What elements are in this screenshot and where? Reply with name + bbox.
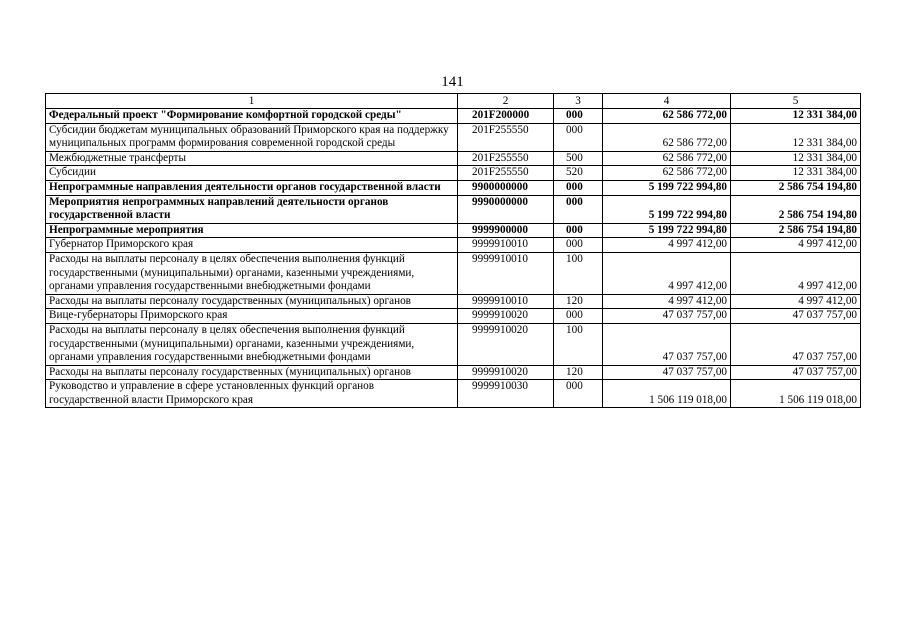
table-row — [46, 365, 861, 380]
row-amount-col5: 4 997 412,00 — [731, 294, 861, 309]
table-row — [46, 195, 861, 223]
row-name: Губернатор Приморского края — [46, 238, 458, 253]
row-name: Мероприятия непрограммных направлений деятельности органов государственной власти — [46, 195, 458, 223]
column-number-row — [46, 94, 861, 109]
row-name: Субсидии — [46, 166, 458, 181]
row-amount-col4: 1 506 119 018,00 — [603, 380, 731, 408]
row-amount-col4: 5 199 722 994,80 — [603, 180, 731, 195]
column-header: 4 — [603, 94, 731, 109]
row-amount-col4: 62 586 772,00 — [603, 109, 731, 124]
table-row — [46, 380, 861, 408]
table-row — [46, 166, 861, 181]
table-row — [46, 252, 861, 294]
row-amount-col4: 4 997 412,00 — [603, 252, 731, 294]
row-amount-col4: 5 199 722 994,80 — [603, 223, 731, 238]
row-name: Расходы на выплаты персоналу государственных (муниципальных) органов — [46, 365, 458, 380]
row-name: Федеральный проект "Формирование комфортной городской среды" — [46, 109, 458, 124]
row-code: 9990000000 — [458, 195, 554, 223]
row-name: Непрограммные направления деятельности органов государственной власти — [46, 180, 458, 195]
row-amount-col5: 4 997 412,00 — [731, 238, 861, 253]
row-name: Руководство и управление в сфере установленных функций органов государственной власти Приморского края — [46, 380, 458, 408]
row-expense-type: 000 — [554, 180, 603, 195]
table-row — [46, 238, 861, 253]
row-name: Межбюджетные трансферты — [46, 151, 458, 166]
table-row — [46, 151, 861, 166]
row-code: 9999910020 — [458, 365, 554, 380]
table-row — [46, 309, 861, 324]
row-code: 9999910010 — [458, 238, 554, 253]
row-amount-col5: 2 586 754 194,80 — [731, 180, 861, 195]
column-header: 1 — [46, 94, 458, 109]
row-name: Субсидии бюджетам муниципальных образований Приморского края на поддержку муниципальных программ формирования современной городской среды — [46, 123, 458, 151]
row-name: Расходы на выплаты персоналу в целях обеспечения выполнения функций государственными (муниципальными) органами, казенными учреждениями, органами управления государственными внебюджетными фондами — [46, 323, 458, 365]
row-code: 9999900000 — [458, 223, 554, 238]
row-amount-col5: 2 586 754 194,80 — [731, 223, 861, 238]
row-amount-col5: 12 331 384,00 — [731, 166, 861, 181]
table-row — [46, 123, 861, 151]
row-expense-type: 000 — [554, 195, 603, 223]
row-code: 9999910020 — [458, 323, 554, 365]
row-amount-col5: 4 997 412,00 — [731, 252, 861, 294]
row-name: Вице-губернаторы Приморского края — [46, 309, 458, 324]
budget-table — [45, 93, 861, 408]
row-code: 201F255550 — [458, 123, 554, 151]
row-code: 9900000000 — [458, 180, 554, 195]
row-expense-type: 500 — [554, 151, 603, 166]
row-expense-type: 000 — [554, 380, 603, 408]
row-expense-type: 120 — [554, 365, 603, 380]
row-expense-type: 000 — [554, 123, 603, 151]
row-amount-col5: 12 331 384,00 — [731, 151, 861, 166]
row-amount-col5: 47 037 757,00 — [731, 323, 861, 365]
column-header: 5 — [731, 94, 861, 109]
row-code: 9999910010 — [458, 252, 554, 294]
table-row — [46, 323, 861, 365]
row-amount-col4: 4 997 412,00 — [603, 294, 731, 309]
row-amount-col4: 62 586 772,00 — [603, 151, 731, 166]
row-code: 9999910030 — [458, 380, 554, 408]
row-expense-type: 000 — [554, 238, 603, 253]
row-name: Расходы на выплаты персоналу государственных (муниципальных) органов — [46, 294, 458, 309]
row-amount-col4: 62 586 772,00 — [603, 123, 731, 151]
row-amount-col5: 12 331 384,00 — [731, 123, 861, 151]
row-expense-type: 000 — [554, 309, 603, 324]
row-amount-col4: 47 037 757,00 — [603, 309, 731, 324]
row-amount-col4: 47 037 757,00 — [603, 365, 731, 380]
row-expense-type: 000 — [554, 223, 603, 238]
row-name: Непрограммные мероприятия — [46, 223, 458, 238]
row-amount-col4: 5 199 722 994,80 — [603, 195, 731, 223]
row-code: 201F255550 — [458, 166, 554, 181]
row-name: Расходы на выплаты персоналу в целях обеспечения выполнения функций государственными (муниципальными) органами, казенными учреждениями, органами управления государственными внебюджетными фондами — [46, 252, 458, 294]
row-code: 9999910010 — [458, 294, 554, 309]
table-row — [46, 180, 861, 195]
row-amount-col4: 4 997 412,00 — [603, 238, 731, 253]
column-header: 2 — [458, 94, 554, 109]
row-amount-col5: 47 037 757,00 — [731, 309, 861, 324]
row-code: 9999910020 — [458, 309, 554, 324]
table-row — [46, 223, 861, 238]
page-number: 141 — [441, 74, 464, 90]
row-amount-col5: 2 586 754 194,80 — [731, 195, 861, 223]
table-row — [46, 294, 861, 309]
row-code: 201F255550 — [458, 151, 554, 166]
row-expense-type: 520 — [554, 166, 603, 181]
row-code: 201F200000 — [458, 109, 554, 124]
column-header: 3 — [554, 94, 603, 109]
table-row — [46, 109, 861, 124]
row-expense-type: 120 — [554, 294, 603, 309]
row-amount-col5: 47 037 757,00 — [731, 365, 861, 380]
row-expense-type: 000 — [554, 109, 603, 124]
row-amount-col4: 62 586 772,00 — [603, 166, 731, 181]
row-amount-col4: 47 037 757,00 — [603, 323, 731, 365]
row-expense-type: 100 — [554, 323, 603, 365]
row-amount-col5: 12 331 384,00 — [731, 109, 861, 124]
row-amount-col5: 1 506 119 018,00 — [731, 380, 861, 408]
row-expense-type: 100 — [554, 252, 603, 294]
